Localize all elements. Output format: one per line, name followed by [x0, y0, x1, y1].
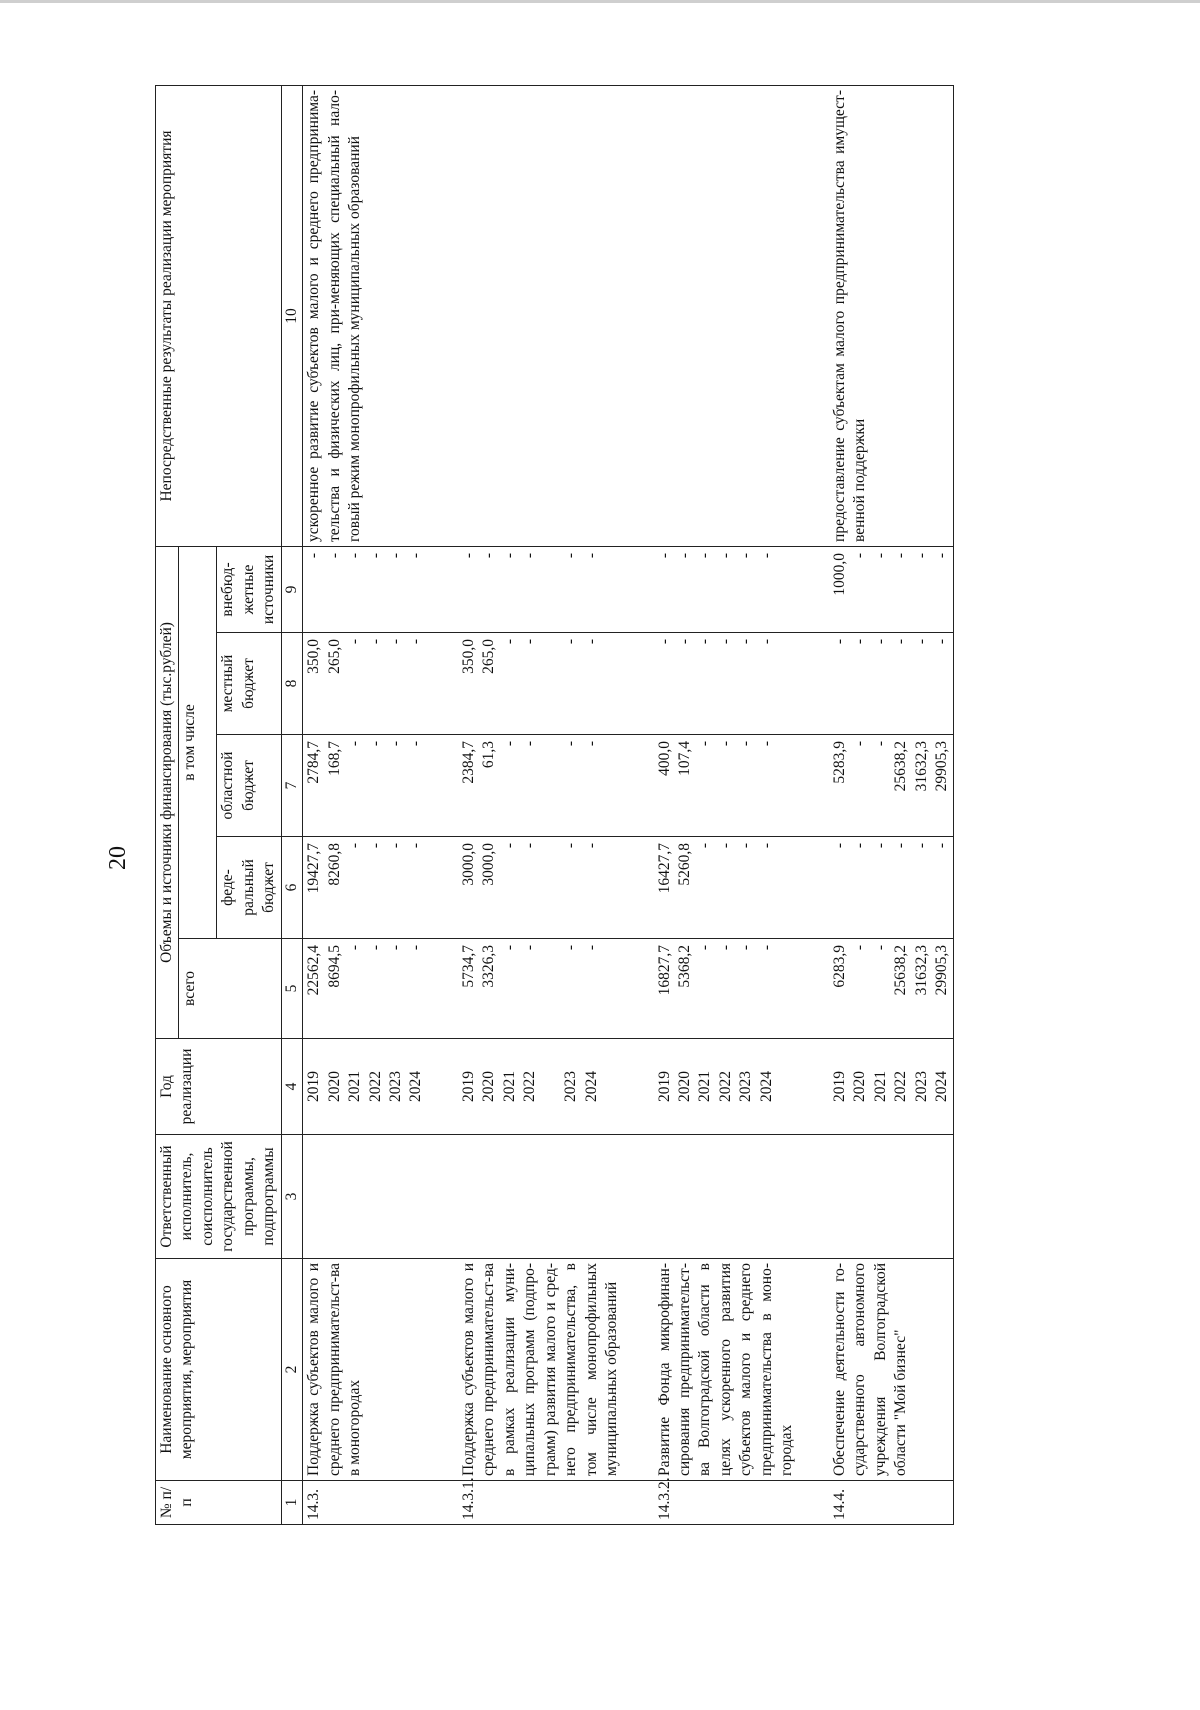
row-responsible — [654, 1135, 799, 1259]
scan-top-edge — [0, 0, 1200, 3]
row-extra: 1000,0 - - - - - — [829, 546, 954, 632]
row-spacer — [428, 86, 458, 1525]
row-extra: - - - - - - — [458, 546, 624, 632]
row-name: Развитие Фонда микрофинан-сирования предпринимательст-ва Волгоградской области в целях ускоренного развития субъектов малого и среднего предпринимательства в моно-городах — [654, 1259, 799, 1481]
col-number: 8 — [281, 633, 302, 735]
row-responsible — [458, 1135, 624, 1259]
header-regional: областной бюджет — [217, 735, 281, 837]
row-total: 16827,7 5368,2 - - - - — [654, 939, 799, 1039]
row-local: 350,0 265,0 - - - - — [303, 633, 428, 735]
page-number: 20 — [105, 846, 131, 870]
col-number: 5 — [281, 939, 302, 1039]
col-number: 2 — [281, 1259, 302, 1481]
row-regional: 2784,7 168,7 - - - - — [303, 735, 428, 837]
header-extra: внебюд-жетные источники — [217, 546, 281, 632]
header-federal: феде-ральный бюджет — [217, 837, 281, 939]
row-result — [458, 86, 624, 547]
row-total: 5734,7 3326,3 - - - - — [458, 939, 624, 1039]
row-regional: 5283,9 - - 25638,2 31632,3 29905,3 — [829, 735, 954, 837]
row-federal: 3000,0 3000,0 - - - - — [458, 837, 624, 939]
row-no: 14.3. — [303, 1481, 428, 1525]
header-results: Непосредственные результаты реализации мероприятия — [156, 86, 282, 547]
header-volumes: Объемы и источники финансирования (тыс.рублей) — [156, 546, 179, 1038]
col-number: 4 — [281, 1039, 302, 1135]
row-years: 2019 2020 2021 2022 2023 2024 — [458, 1039, 624, 1135]
header-responsible: Ответственный исполнитель, соисполнитель государственной программы, подпрограммы — [156, 1135, 282, 1259]
col-number: 7 — [281, 735, 302, 837]
row-result: ускоренное развитие субъектов малого и среднего предпринима-тельства и физических лиц, при-меняющих специальный нало-говый режим монопрофильных муниципальных образований — [303, 86, 428, 547]
row-regional: 400,0 107,4 - - - - — [654, 735, 799, 837]
row-extra: - - - - - - — [654, 546, 799, 632]
header-local: местный бюджет — [217, 633, 281, 735]
row-name: Обеспечение деятельности го-сударственного автономного учреждения Волгоградской области "Мой бизнес" — [829, 1259, 954, 1481]
row-regional: 2384,7 61,3 - - - - — [458, 735, 624, 837]
col-number: 3 — [281, 1135, 302, 1259]
row-responsible — [829, 1135, 954, 1259]
col-number: 10 — [281, 86, 302, 547]
row-responsible — [303, 1135, 428, 1259]
row-result: предоставление субъектам малого предпринимательства имущест-венной поддержки — [829, 86, 954, 547]
row-extra: - - - - - - — [303, 546, 428, 632]
header-name: Наименование основного мероприятия, мероприятия — [156, 1259, 282, 1481]
row-years: 2019 2020 2021 2022 2023 2024 — [654, 1039, 799, 1135]
header-including: в том числе — [179, 546, 217, 938]
row-federal: - - - - - - — [829, 837, 954, 939]
header-no: № п/п — [156, 1481, 282, 1525]
row-no: 14.4. — [829, 1481, 954, 1525]
financing-table — [155, 85, 954, 1525]
row-no: 14.3.1. — [458, 1481, 624, 1525]
row-total: 6283,9 - - 25638,2 31632,3 29905,3 — [829, 939, 954, 1039]
row-spacer — [624, 86, 654, 1525]
row-federal: 16427,7 5260,8 - - - - — [654, 837, 799, 939]
row-local: - - - - - - — [829, 633, 954, 735]
row-years: 2019 2020 2021 2022 2023 2024 — [303, 1039, 428, 1135]
row-local: 350,0 265,0 - - - - — [458, 633, 624, 735]
row-local: - - - - - - — [654, 633, 799, 735]
table-row — [303, 86, 428, 1525]
row-no: 14.3.2. — [654, 1481, 799, 1525]
rotated-table-page — [155, 85, 1075, 1525]
table-row — [829, 86, 954, 1525]
row-name: Поддержка субъектов малого и среднего предпринимательст-ва в моногородах — [303, 1259, 428, 1481]
row-total: 22562,4 8694,5 - - - - — [303, 939, 428, 1039]
row-name: Поддержка субъектов малого и среднего предпринимательст-ва в рамках реализации муни-ципальных программ (подпро-грамм) развития малого и сред-него предпринимательства, в том числе монопрофильных муниципальных образований — [458, 1259, 624, 1481]
header-year: Год реализации — [156, 1039, 282, 1135]
table-row — [654, 86, 799, 1525]
col-number: 6 — [281, 837, 302, 939]
header-total: всего — [179, 939, 281, 1039]
row-result — [654, 86, 799, 547]
row-federal: 19427,7 8260,8 - - - - — [303, 837, 428, 939]
row-spacer — [799, 86, 829, 1525]
row-years: 2019 2020 2021 2022 2023 2024 — [829, 1039, 954, 1135]
table-row — [458, 86, 624, 1525]
column-numbers-row — [281, 86, 302, 1525]
col-number: 9 — [281, 546, 302, 632]
col-number: 1 — [281, 1481, 302, 1525]
